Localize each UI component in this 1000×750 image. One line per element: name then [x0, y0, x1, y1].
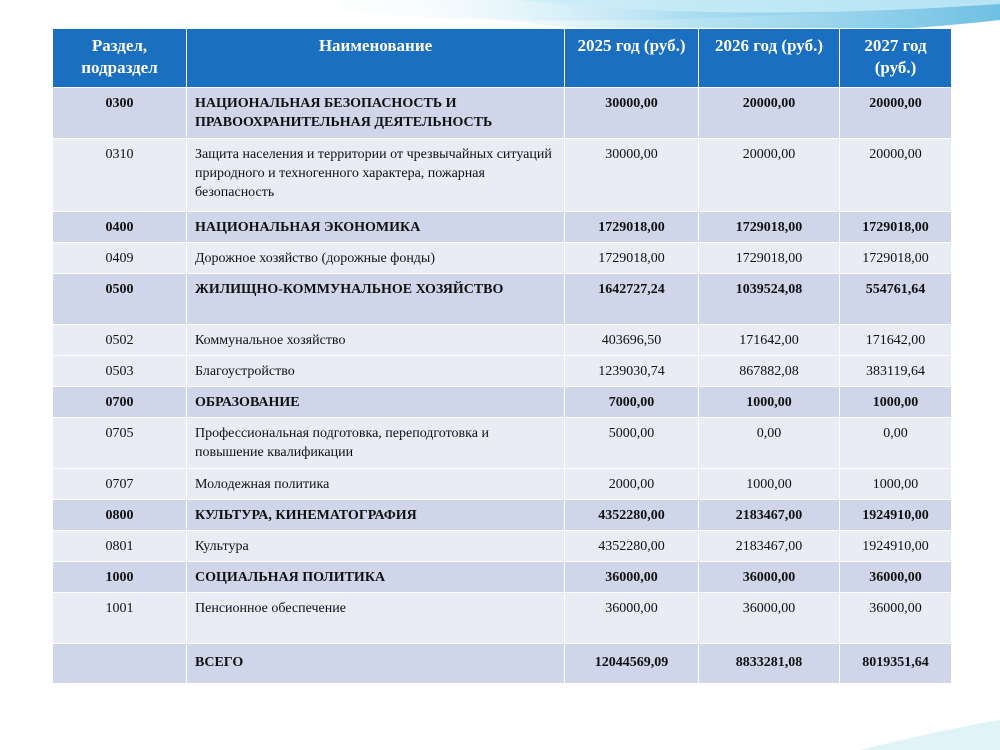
- row-2027: 1000,00: [840, 387, 952, 418]
- header-name: Наименование: [187, 29, 565, 88]
- table-row: [53, 325, 952, 356]
- row-code: 0705: [53, 418, 187, 469]
- row-2026: 1729018,00: [699, 212, 840, 243]
- row-2025: 4352280,00: [565, 531, 699, 562]
- table-row: [53, 243, 952, 274]
- row-2025: 30000,00: [565, 139, 699, 212]
- row-code: 0400: [53, 212, 187, 243]
- row-name: СОЦИАЛЬНАЯ ПОЛИТИКА: [187, 562, 565, 593]
- table-row: [53, 212, 952, 243]
- row-2027: 20000,00: [840, 139, 952, 212]
- total-code: [53, 644, 187, 684]
- row-code: 0502: [53, 325, 187, 356]
- row-code: 0707: [53, 469, 187, 500]
- row-2026: 1729018,00: [699, 243, 840, 274]
- row-2025: 403696,50: [565, 325, 699, 356]
- row-2025: 1642727,24: [565, 274, 699, 325]
- row-2027: 383119,64: [840, 356, 952, 387]
- table-row: [53, 356, 952, 387]
- row-code: 0300: [53, 88, 187, 139]
- row-code: 0310: [53, 139, 187, 212]
- row-2027: 1924910,00: [840, 531, 952, 562]
- row-name: Коммунальное хозяйство: [187, 325, 565, 356]
- table-row: [53, 500, 952, 531]
- header-2027: 2027 год (руб.): [840, 29, 952, 88]
- row-name: Культура: [187, 531, 565, 562]
- header-2026: 2026 год (руб.): [699, 29, 840, 88]
- row-2027: 554761,64: [840, 274, 952, 325]
- row-2026: 1000,00: [699, 469, 840, 500]
- budget-table: [52, 28, 952, 684]
- row-code: 1000: [53, 562, 187, 593]
- header-code: Раздел, подраздел: [53, 29, 187, 88]
- row-2027: 36000,00: [840, 593, 952, 644]
- row-name: Профессиональная подготовка, переподготовка и повышение квалификации: [187, 418, 565, 469]
- row-2027: 36000,00: [840, 562, 952, 593]
- total-2027: 8019351,64: [840, 644, 952, 684]
- row-2026: 36000,00: [699, 562, 840, 593]
- row-2027: 171642,00: [840, 325, 952, 356]
- row-name: ОБРАЗОВАНИЕ: [187, 387, 565, 418]
- row-2025: 36000,00: [565, 593, 699, 644]
- total-row: [53, 644, 952, 684]
- row-code: 1001: [53, 593, 187, 644]
- row-2027: 1000,00: [840, 469, 952, 500]
- row-2025: 36000,00: [565, 562, 699, 593]
- table-row: [53, 139, 952, 212]
- row-2026: 1039524,08: [699, 274, 840, 325]
- table-row: [53, 531, 952, 562]
- row-2025: 4352280,00: [565, 500, 699, 531]
- row-2026: 1000,00: [699, 387, 840, 418]
- row-name: НАЦИОНАЛЬНАЯ ЭКОНОМИКА: [187, 212, 565, 243]
- row-name: Молодежная политика: [187, 469, 565, 500]
- row-name: ЖИЛИЩНО-КОММУНАЛЬНОЕ ХОЗЯЙСТВО: [187, 274, 565, 325]
- row-2027: 1924910,00: [840, 500, 952, 531]
- row-name: Защита населения и территории от чрезвычайных ситуаций природного и техногенного характера, пожарная безопасность: [187, 139, 565, 212]
- table-row: [53, 469, 952, 500]
- row-name: НАЦИОНАЛЬНАЯ БЕЗОПАСНОСТЬ И ПРАВООХРАНИТЕЛЬНАЯ ДЕЯТЕЛЬНОСТЬ: [187, 88, 565, 139]
- row-2025: 1729018,00: [565, 212, 699, 243]
- row-name: Дорожное хозяйство (дорожные фонды): [187, 243, 565, 274]
- header-2025: 2025 год (руб.): [565, 29, 699, 88]
- row-2026: 20000,00: [699, 139, 840, 212]
- row-2027: 1729018,00: [840, 243, 952, 274]
- row-code: 0700: [53, 387, 187, 418]
- row-2027: 0,00: [840, 418, 952, 469]
- row-2026: 36000,00: [699, 593, 840, 644]
- row-2026: 171642,00: [699, 325, 840, 356]
- row-2026: 867882,08: [699, 356, 840, 387]
- row-2025: 30000,00: [565, 88, 699, 139]
- row-code: 0503: [53, 356, 187, 387]
- row-2026: 0,00: [699, 418, 840, 469]
- table-header-row: [53, 29, 952, 88]
- row-code: 0801: [53, 531, 187, 562]
- row-2026: 2183467,00: [699, 531, 840, 562]
- table-row: [53, 274, 952, 325]
- budget-table-container: [52, 28, 951, 684]
- row-code: 0500: [53, 274, 187, 325]
- total-label: ВСЕГО: [187, 644, 565, 684]
- total-2026: 8833281,08: [699, 644, 840, 684]
- row-2025: 7000,00: [565, 387, 699, 418]
- row-code: 0800: [53, 500, 187, 531]
- row-2025: 2000,00: [565, 469, 699, 500]
- row-2025: 1239030,74: [565, 356, 699, 387]
- row-2025: 1729018,00: [565, 243, 699, 274]
- table-row: [53, 387, 952, 418]
- table-row: [53, 562, 952, 593]
- row-name: КУЛЬТУРА, КИНЕМАТОГРАФИЯ: [187, 500, 565, 531]
- row-name: Благоустройство: [187, 356, 565, 387]
- total-2025: 12044569,09: [565, 644, 699, 684]
- table-row: [53, 418, 952, 469]
- row-2025: 5000,00: [565, 418, 699, 469]
- table-row: [53, 593, 952, 644]
- table-row: [53, 88, 952, 139]
- row-code: 0409: [53, 243, 187, 274]
- row-2026: 2183467,00: [699, 500, 840, 531]
- row-2026: 20000,00: [699, 88, 840, 139]
- row-2027: 20000,00: [840, 88, 952, 139]
- row-name: Пенсионное обеспечение: [187, 593, 565, 644]
- row-2027: 1729018,00: [840, 212, 952, 243]
